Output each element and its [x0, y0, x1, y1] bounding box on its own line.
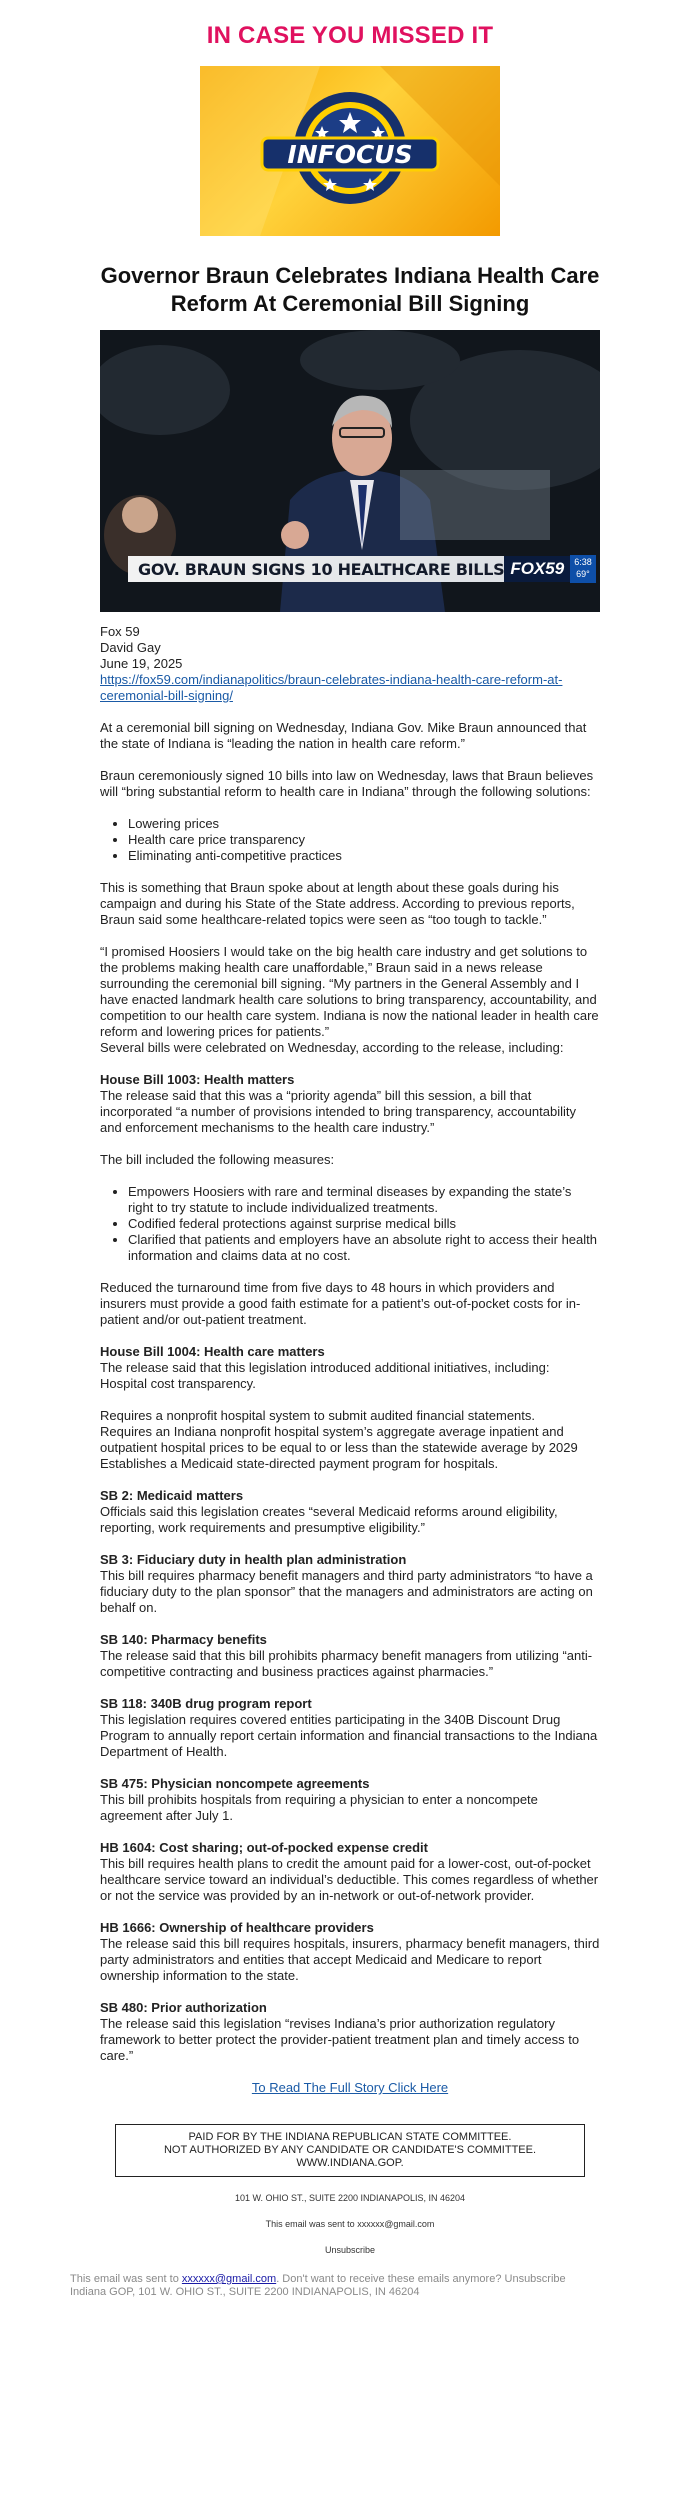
article-body [90, 624, 610, 2096]
bill-item [100, 1920, 600, 1984]
recipient-email-link[interactable]: xxxxxx@gmail.com [181, 2273, 277, 2285]
bill-text: This bill requires health plans to credit the amount paid for a lower-cost, out-of-pocket healthcare service toward an individual’s deductible. This comes regardless of whether or not the service was provided by an in-network or out-of-network provider. [100, 1856, 599, 1903]
hero-image [100, 330, 600, 612]
bill-text: The release said this bill requires hospitals, insurers, pharmacy benefit managers, third party administrators and entities that accept Medicaid and Medicare to report ownership information to the state. [100, 1936, 600, 1983]
quote-paragraph: “I promised Hoosiers I would take on the big health care industry and get solutions to the problems making health care unaffordable,” Braun said in a news release surrounding the ceremonial bill signing. “My partners in the General Assembly and I have enacted landmark health care solutions to bring transparency, accountability, and competition to our health care system. Indiana is now the national leader in health care reform and lowering prices for patients.” [100, 944, 599, 1039]
bill-item [100, 1632, 600, 1680]
bill-text: This bill requires pharmacy benefit managers and third party administrators “to have a fiduciary duty to the plan sponsor” that the managers and administrators are acting on behalf on. [100, 1568, 593, 1615]
bill-text: The release said that this legislation introduced additional initiatives, including: [100, 1360, 550, 1375]
list-item: • Eliminating anti-competitive practices [128, 848, 600, 864]
kicker-heading: IN CASE YOU MISSED IT [206, 22, 494, 49]
paragraph: At a ceremonial bill signing on Wednesday, Indiana Gov. Mike Braun announced that the state of Indiana is “leading the nation in health care reform.” [100, 720, 587, 751]
bill-text: Requires an Indiana nonprofit hospital system’s aggregate average inpatient and outpatient hospital prices to be equal to or less than the statewide average by 2029 [100, 1424, 578, 1455]
bill-title: HB 1666: Ownership of healthcare providers [100, 1920, 374, 1935]
bill-title: SB 480: Prior authorization [100, 2000, 267, 2015]
list-item: • Empowers Hoosiers with rare and terminal diseases by expanding the state’s right to try statute to include individualized treatments. [128, 1184, 600, 1216]
paragraph: This is something that Braun spoke about at length about these goals during his campaign and during his State of the State address. According to previous reports, Braun said some healthcare-related topics were seen as “too tough to tackle.” [100, 880, 575, 927]
bill-title: House Bill 1004: Health care matters [100, 1344, 325, 1359]
article-meta [100, 624, 600, 704]
source-link[interactable]: https://fox59.com/indianapolitics/braun-celebrates-indiana-health-care-reform-at-ceremonial-bill-signing/ [100, 672, 563, 703]
bill-title: SB 2: Medicaid matters [100, 1488, 244, 1503]
list-item: • Health care price transparency [128, 832, 600, 848]
unsubscribe-link[interactable]: Unsubscribe [324, 2245, 376, 2255]
bill-item [100, 1776, 600, 1824]
footer-address: 101 W. OHIO ST., SUITE 2200 INDIANAPOLIS, IN 46204 [234, 2193, 466, 2203]
infocus-logo [200, 66, 500, 236]
bill-text: This bill prohibits hospitals from requiring a physician to enter a noncompete agreement after July 1. [100, 1792, 538, 1823]
bill-text: The release said that this bill prohibits pharmacy benefit managers from utilizing “anti-competitive contracting and business practices against pharmacies.” [100, 1648, 593, 1679]
bill-hb1003 [100, 1072, 600, 1136]
chyron-time [570, 555, 596, 583]
bill-text: The release said this legislation “revises Indiana’s prior authorization regulatory framework to better protect the provider-patient treatment plan and timely access to care.” [100, 2016, 580, 2063]
bill-title: HB 1604: Cost sharing; out-of-pocked expense credit [100, 1840, 428, 1855]
bill-title: SB 475: Physician noncompete agreements [100, 1776, 370, 1791]
bill-title: House Bill 1003: Health matters [100, 1072, 295, 1087]
fox59-logo: FOX59 [504, 556, 570, 582]
infocus-logo-art [200, 66, 500, 236]
bill-text: Officials said this legislation creates “several Medicaid reforms around eligibility, reporting, work requirements and presumptive eligibility.” [100, 1504, 558, 1535]
measures-list [100, 1184, 600, 1264]
news-chyron [128, 556, 592, 582]
bill-title: SB 140: Pharmacy benefits [100, 1632, 267, 1647]
bill-text: This legislation requires covered entities participating in the 340B Discount Drug Program to annually report certain information and financial transactions to the Indiana Department of Health. [100, 1712, 598, 1759]
bill-item [100, 1840, 600, 1904]
paid-line: NOT AUTHORIZED BY ANY CANDIDATE OR CANDIDATE'S COMMITTEE. [163, 2144, 537, 2156]
grey-address: Indiana GOP, 101 W. OHIO ST., SUITE 2200 INDIANAPOLIS, IN 46204 [70, 2286, 420, 2298]
chyron-clock: 6:38 [574, 557, 592, 567]
bill-title: SB 3: Fiduciary duty in health plan administration [100, 1552, 407, 1567]
bill-text: Establishes a Medicaid state-directed payment program for hospitals. [100, 1456, 499, 1471]
email-body [90, 0, 610, 2255]
bill-text: The release said that this was a “priority agenda” bill this session, a bill that incorporated “a number of provisions intended to bring transparency, accountability and enforcement mechanisms to the health care industry.” [100, 1088, 576, 1135]
source: Fox 59 [100, 624, 140, 639]
bill-text: Requires a nonprofit hospital system to submit audited financial statements. [100, 1408, 536, 1423]
bill-text: Hospital cost transparency. [100, 1376, 256, 1391]
list-item: • Clarified that patients and employers have an absolute right to access their health information and claims data at no cost. [128, 1232, 600, 1264]
chyron-temp: 69° [576, 569, 590, 579]
bill-hb1004 [100, 1344, 600, 1392]
list-item: • Codified federal protections against surprise medical bills [128, 1216, 600, 1232]
grey-suffix: . Don't want to receive these emails anymore? Unsubscribe [276, 2273, 566, 2285]
paragraph: Several bills were celebrated on Wednesday, according to the release, including: [100, 1040, 564, 1055]
chyron-text: GOV. BRAUN SIGNS 10 HEALTHCARE BILLS [138, 559, 505, 579]
bill-item [100, 1696, 600, 1760]
footer-sent-to: This email was sent to xxxxxx@gmail.com [265, 2219, 435, 2229]
solutions-list [100, 816, 600, 864]
logo-text: INFOCUS [287, 140, 413, 169]
article-title: Governor Braun Celebrates Indiana Health Care Reform At Ceremonial Bill Signing [100, 263, 600, 316]
author: David Gay [100, 640, 161, 655]
paragraph: Braun ceremoniously signed 10 bills into law on Wednesday, laws that Braun believes will “bring substantial reform to health care in Indiana” through the following solutions: [100, 768, 594, 799]
bill-item [100, 1488, 600, 1536]
paragraph: Reduced the turnaround time from five days to 48 hours in which providers and insurers must provide a good faith estimate for a patient’s out-of-pocket costs for in-patient and/or out-patient treatment. [100, 1280, 581, 1327]
bill-title: SB 118: 340B drug program report [100, 1696, 312, 1711]
grey-prefix: This email was sent to [70, 2273, 179, 2285]
bill-item [100, 2000, 600, 2064]
read-full-story-link[interactable]: To Read The Full Story Click Here [251, 2080, 449, 2095]
footer-grey [70, 2273, 630, 2299]
bill-item [100, 1552, 600, 1616]
read-more-row [100, 2080, 600, 2096]
date: June 19, 2025 [100, 656, 183, 671]
list-item: • Lowering prices [128, 816, 600, 832]
paid-line: WWW.INDIANA.GOP. [296, 2157, 404, 2169]
bill-hb1004-details [100, 1408, 600, 1472]
paid-line: PAID FOR BY THE INDIANA REPUBLICAN STATE COMMITTEE. [188, 2131, 512, 2143]
paragraph: The bill included the following measures: [100, 1152, 335, 1167]
paid-for-box [115, 2124, 585, 2177]
